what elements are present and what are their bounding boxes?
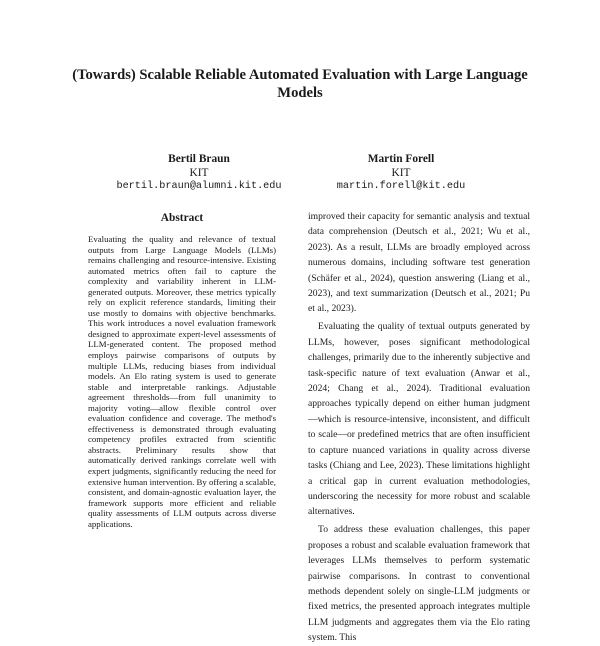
author-name: Bertil Braun bbox=[168, 153, 230, 165]
author-name: Martin Forell bbox=[367, 153, 435, 165]
body-paragraph: Evaluating the quality of textual outputs generated by LLMs, however, poses significant methodological challenges, primarily due to the inherently subjective and task-specific nature of text evaluation (Anwar et al., 2024; Chang et al., 2024). Traditional evaluation approaches typically depend on either human judgment—which is resource-intensive, inconsistent, and difficult to scale—or predefined metrics that are often insufficient to capture nuanced variations in quality across diverse tasks (Chiang and Lee, 2023). These limitations highlight a critical gap in current evaluation methodologies, underscoring the necessity for more robust and scalable alternatives. bbox=[308, 321, 530, 518]
author-affiliation: KIT bbox=[189, 167, 209, 179]
author-email[interactable]: martin.forell@kit.edu bbox=[336, 181, 466, 192]
abstract-heading: Abstract bbox=[160, 212, 204, 224]
author-block-2 bbox=[301, 152, 501, 194]
body-paragraph: To address these evaluation challenges, this paper proposes a robust and scalable evaluation framework that leverages LLMs themselves to perform systematic pairwise comparisons. In contrast to conventional methods dependent solely on single-LLM judgments or fixed metrics, the presented approach integrates multiple LLM judgments and aggregates them via the Elo rating system. This bbox=[308, 524, 530, 644]
paper-title: (Towards) Scalable Reliable Automated Evaluation with Large Language Models bbox=[72, 67, 528, 101]
author-affiliation: KIT bbox=[391, 167, 411, 179]
abstract-text: Evaluating the quality and relevance of textual outputs from Large Language Models (LLMs) remains challenging and resource-intensive. Existing automated metrics often fail to capture the complexity and variability inherent in LLM-generated outputs. Moreover, these metrics typically rely on explicit reference standards, limiting their use mostly to domains with objective benchmarks. This work introduces a novel evaluation framework designed to approximate expert-level assessments of LLM-generated content. The proposed method employs pairwise comparisons of outputs by multiple LLMs, reducing biases from individual models. An Elo rating system is used to generate stable and interpretable rankings. Adjustable agreement thresholds—from full unanimity to majority voting—allow flexible control over evaluation confidence and coverage. The method's effectiveness is demonstrated through evaluating competency profiles extracted from scientific abstracts. Preliminary results show that automatically derived rankings correlate well with expert judgments, significantly reducing the need for extensive human intervention. By offering a scalable, consistent, and domain-agnostic evaluation layer, the framework supports more efficient and reliable quality assessments of LLM outputs across diverse applications. bbox=[88, 234, 276, 529]
introduction-column bbox=[308, 209, 530, 646]
author-email[interactable]: bertil.braun@alumni.kit.edu bbox=[116, 181, 282, 192]
body-paragraph: improved their capacity for semantic analysis and textual data comprehension (Deutsch et al., 2021; Wu et al., 2023). As a result, LLMs are broadly employed across numerous domains, including software test generation (Schäfer et al., 2024), question answering (Liang et al., 2023), and text summarization (Deutsch et al., 2021; Pu et al., 2023). bbox=[308, 211, 530, 315]
author-block-1 bbox=[99, 152, 299, 194]
